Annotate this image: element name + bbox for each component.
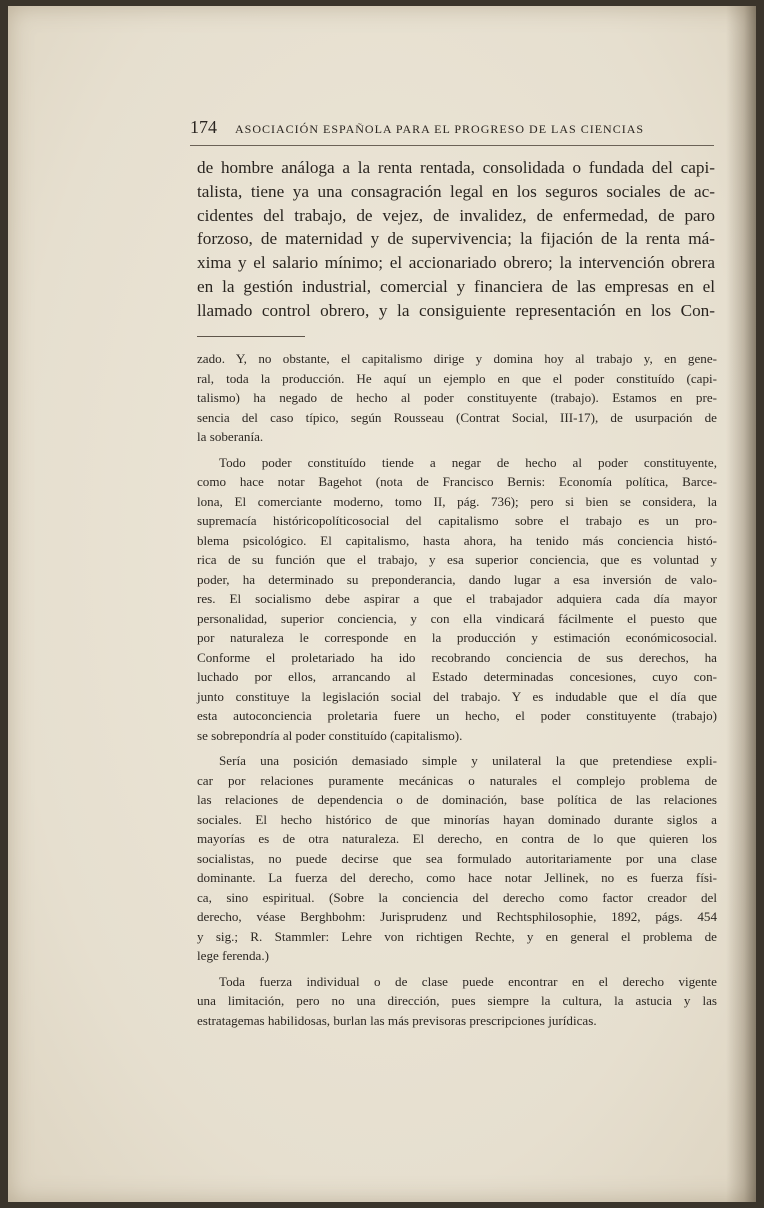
footnote-line: esta autoconciencia proletaria fuere un hecho, el poder constituyente (trabajo) <box>197 708 717 723</box>
footnote-line: se sobrepondría al poder constituído (capitalismo). <box>197 727 463 743</box>
footnote-line: estratagemas habilidosas, burlan las más previsoras prescripciones jurídicas. <box>197 1012 597 1028</box>
text-line: cidentes del trabajo, de vejez, de invalidez, de enfermedad, de paro <box>197 205 715 225</box>
footnote-line: y sig.; R. Stammler: Lehre von richtigen Rechte, y en general el problema de <box>197 928 717 944</box>
footnote-line: la soberanía. <box>197 429 264 444</box>
footnote-line: por naturaleza le corresponde en la producción y estimación económicosocial. <box>197 630 717 645</box>
page-number: 174 <box>190 117 217 137</box>
footnote-line: rica de su función que el trabajo, y esa superior conciencia, que es voluntad y <box>197 552 717 567</box>
footnote-separator <box>197 336 305 337</box>
footnote-line: mayorías es de otra naturaleza. El derecho, en contra de lo que quieren los <box>197 831 717 846</box>
footnote-line: sociales. El hecho histórico de que minorías hayan dominado durante siglos a <box>197 811 717 827</box>
footnote-line: dominante. La fuerza del derecho, como hace notar Jellinek, no es fuerza físi- <box>197 870 717 885</box>
footnote-line: Todo poder constituído tiende a negar de hecho al poder constituyente, <box>219 454 717 470</box>
running-title: ASOCIACIÓN ESPAÑOLA PARA EL PROGRESO DE LAS CIENCIAS <box>235 122 645 136</box>
footnote-line: zado. Y, no obstante, el capitalismo dirige y domina hoy al trabajo y, en gene- <box>197 351 717 366</box>
footnote-line: poder, ha determinado su preponderancia, dando lugar a esa inversión de valo- <box>197 571 717 587</box>
footnote-line: lege ferenda.) <box>197 948 269 963</box>
footnote-line: como hace notar Bagehot (nota de Francisco Bernis: Economía política, Barce- <box>197 474 717 489</box>
footnote-line: ral, toda la producción. He aquí un ejemplo en que el poder constituído (capi- <box>197 370 717 386</box>
footnote-line: personalidad, superior conciencia, y con ella vindicará fácilmente el puesto que <box>197 610 717 626</box>
footnote-paragraph-4 <box>197 972 717 1031</box>
page-header <box>190 117 714 146</box>
footnote-line: lona, El comerciante moderno, tomo II, pág. 736); pero si bien se considera, la <box>197 493 717 509</box>
footnote-line: Conforme el proletariado ha ido recobrando conciencia de sus derechos, ha <box>197 649 717 665</box>
footnote-line: res. El socialismo debe aspirar a que el trabajador adquiera cada día mayor <box>197 591 717 606</box>
footnote-line: socialistas, no puede decirse que sea formulado autoritariamente por una clase <box>197 850 717 866</box>
text-line: xima y el salario mínimo; el accionariado obrero; la intervención obrera <box>197 253 715 273</box>
footnote-paragraph-3 <box>197 751 717 966</box>
footnote-line: una limitación, pero no una dirección, pues siempre la cultura, la astucia y las <box>197 993 717 1008</box>
text-line: forzoso, de maternidad y de supervivencia; la fijación de la renta má- <box>197 229 715 249</box>
footnote-line: car por relaciones puramente mecánicas o naturales el complejo problema de <box>197 772 717 788</box>
text-line: en la gestión industrial, comercial y financiera de las empresas en el <box>197 276 715 296</box>
footnote-line: junto constituye la legislación social del trabajo. Y es indudable que el día que <box>197 688 717 704</box>
main-text <box>197 156 715 323</box>
footnote-line: derecho, véase Berghbohm: Jurisprudenz und Rechtsphilosophie, 1892, págs. 454 <box>197 909 717 924</box>
footnote-line: ca, sino espiritual. (Sobre la conciencia del derecho como factor creador del <box>197 889 717 905</box>
footnote-line: supremacía históricopolíticosocial del capitalismo sobre el trabajo es un pro- <box>197 513 717 528</box>
footnote-line: talismo) ha negado de hecho al poder constituyente (trabajo). Estamos en pre- <box>197 390 717 405</box>
footnote-line: las relaciones de dependencia o de dominación, base política de las relaciones <box>197 792 717 807</box>
page-spine-shadow <box>726 6 756 1202</box>
text-line: talista, tiene ya una consagración legal en los seguros sociales de ac- <box>197 181 715 201</box>
footnote-line: sencia del caso típico, según Rousseau (Contrat Social, III-17), de usurpación de <box>197 409 717 425</box>
footnote-line: luchado por ellos, arrancando al Estado determinadas concesiones, cuyo con- <box>197 669 717 684</box>
footnote-paragraph-1 <box>197 349 717 447</box>
footnote-paragraph-2 <box>197 453 717 746</box>
footnote-line: Toda fuerza individual o de clase puede encontrar en el derecho vigente <box>219 973 717 989</box>
text-line: de hombre análoga a la renta rentada, consolidada o fundada del capi- <box>197 158 715 177</box>
footnote-line: Sería una posición demasiado simple y unilateral la que pretendiese expli- <box>219 753 717 768</box>
text-line: llamado control obrero, y la consiguiente representación en los Con- <box>197 300 715 320</box>
footnote-line: blema psicológico. El capitalismo, hasta ahora, ha tenido más conciencia histó- <box>197 532 717 548</box>
footnotes <box>197 349 717 1036</box>
